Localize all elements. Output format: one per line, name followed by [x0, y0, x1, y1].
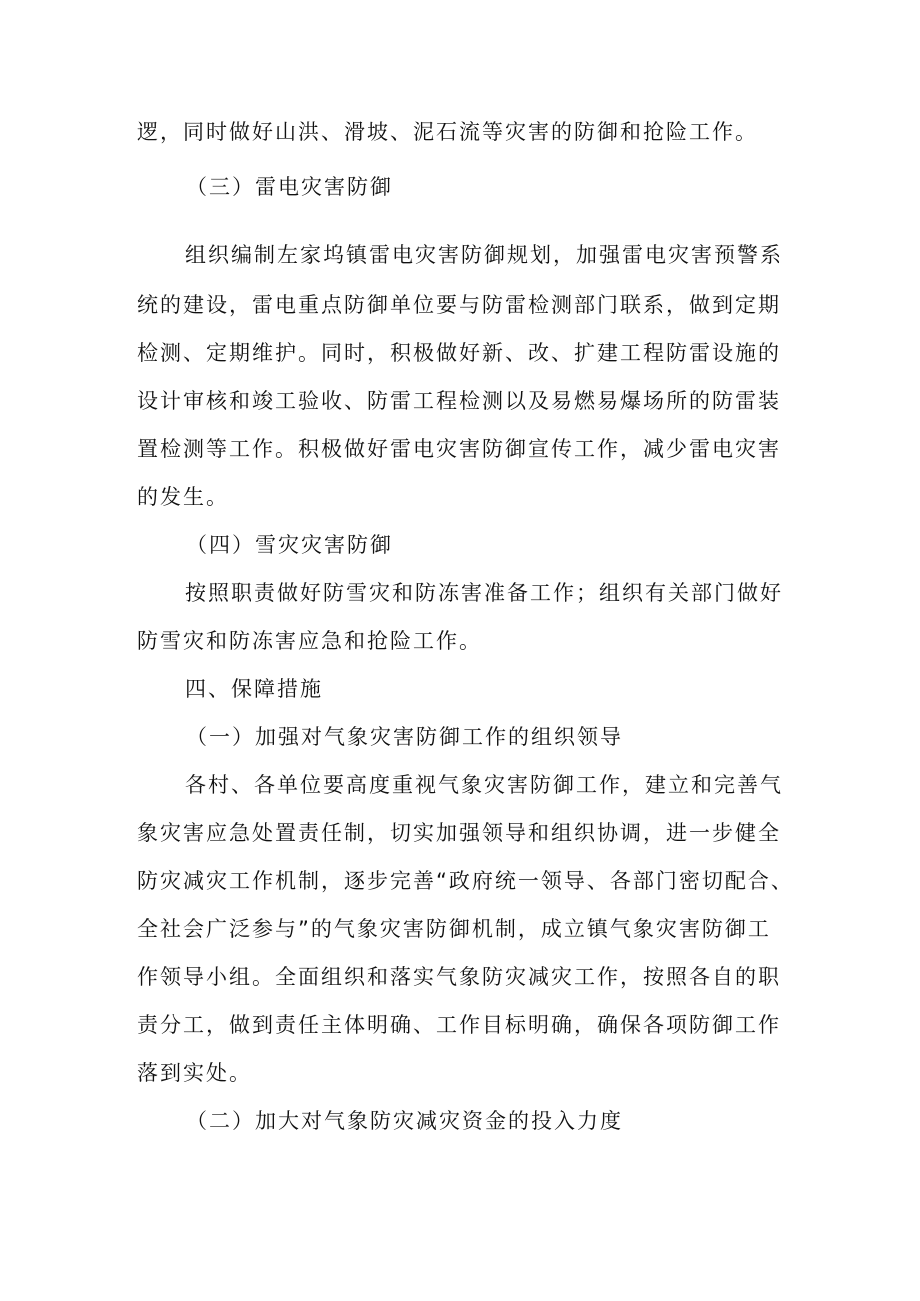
paragraph-line: 组织编制左家坞镇雷电灾害防御规划，加强雷电灾害预警系 [185, 243, 783, 267]
section-heading-thunder-lightning: （三）雷电灾害防御 [186, 175, 393, 199]
paragraph-continuation-line: 逻，同时做好山洪、滑坡、泥石流等灾害的防御和抢险工作。 [137, 120, 758, 144]
paragraph-line: 各村、各单位要高度重视气象灾害防御工作，建立和完善气 [185, 773, 783, 797]
paragraph-line: 作领导小组。全面组织和落实气象防灾减灾工作，按照各自的职 [137, 965, 781, 989]
paragraph-line: 责分工，做到责任主体明确、工作目标明确，确保各项防御工作 [137, 1013, 781, 1037]
chapter-heading-safeguard-measures: 四、保障措施 [185, 677, 323, 701]
paragraph-line: 全社会广泛参与”的气象灾害防御机制，成立镇气象灾害防御工 [137, 917, 771, 941]
paragraph-line: 防灾减灾工作机制，逐步完善“政府统一领导、各部门密切配合、 [137, 869, 794, 893]
paragraph-line: 设计审核和竣工验收、防雷工程检测以及易燃易爆场所的防雷装 [137, 389, 781, 413]
paragraph-line: 统的建设，雷电重点防御单位要与防雷检测部门联系，做到定期 [137, 293, 781, 317]
paragraph-line: 置检测等工作。积极做好雷电灾害防御宣传工作，减少雷电灾害 [137, 437, 781, 461]
paragraph-line: 按照职责做好防雪灾和防冻害准备工作；组织有关部门做好 [185, 581, 783, 605]
paragraph-line: 象灾害应急处置责任制，切实加强领导和组织协调，进一步健全 [137, 821, 781, 845]
paragraph-line: 的发生。 [137, 485, 229, 509]
section-heading-funding-investment: （二）加大对气象防灾减灾资金的投入力度 [186, 1109, 623, 1133]
paragraph-line: 落到实处。 [137, 1061, 252, 1085]
paragraph-line: 检测、定期维护。同时，积极做好新、改、扩建工程防雷设施的 [137, 341, 781, 365]
paragraph-line: 防雪灾和防冻害应急和抢险工作。 [137, 629, 482, 653]
section-heading-snow-disaster: （四）雪灾灾害防御 [186, 533, 393, 557]
section-heading-organization-leadership: （一）加强对气象灾害防御工作的组织领导 [186, 725, 623, 749]
